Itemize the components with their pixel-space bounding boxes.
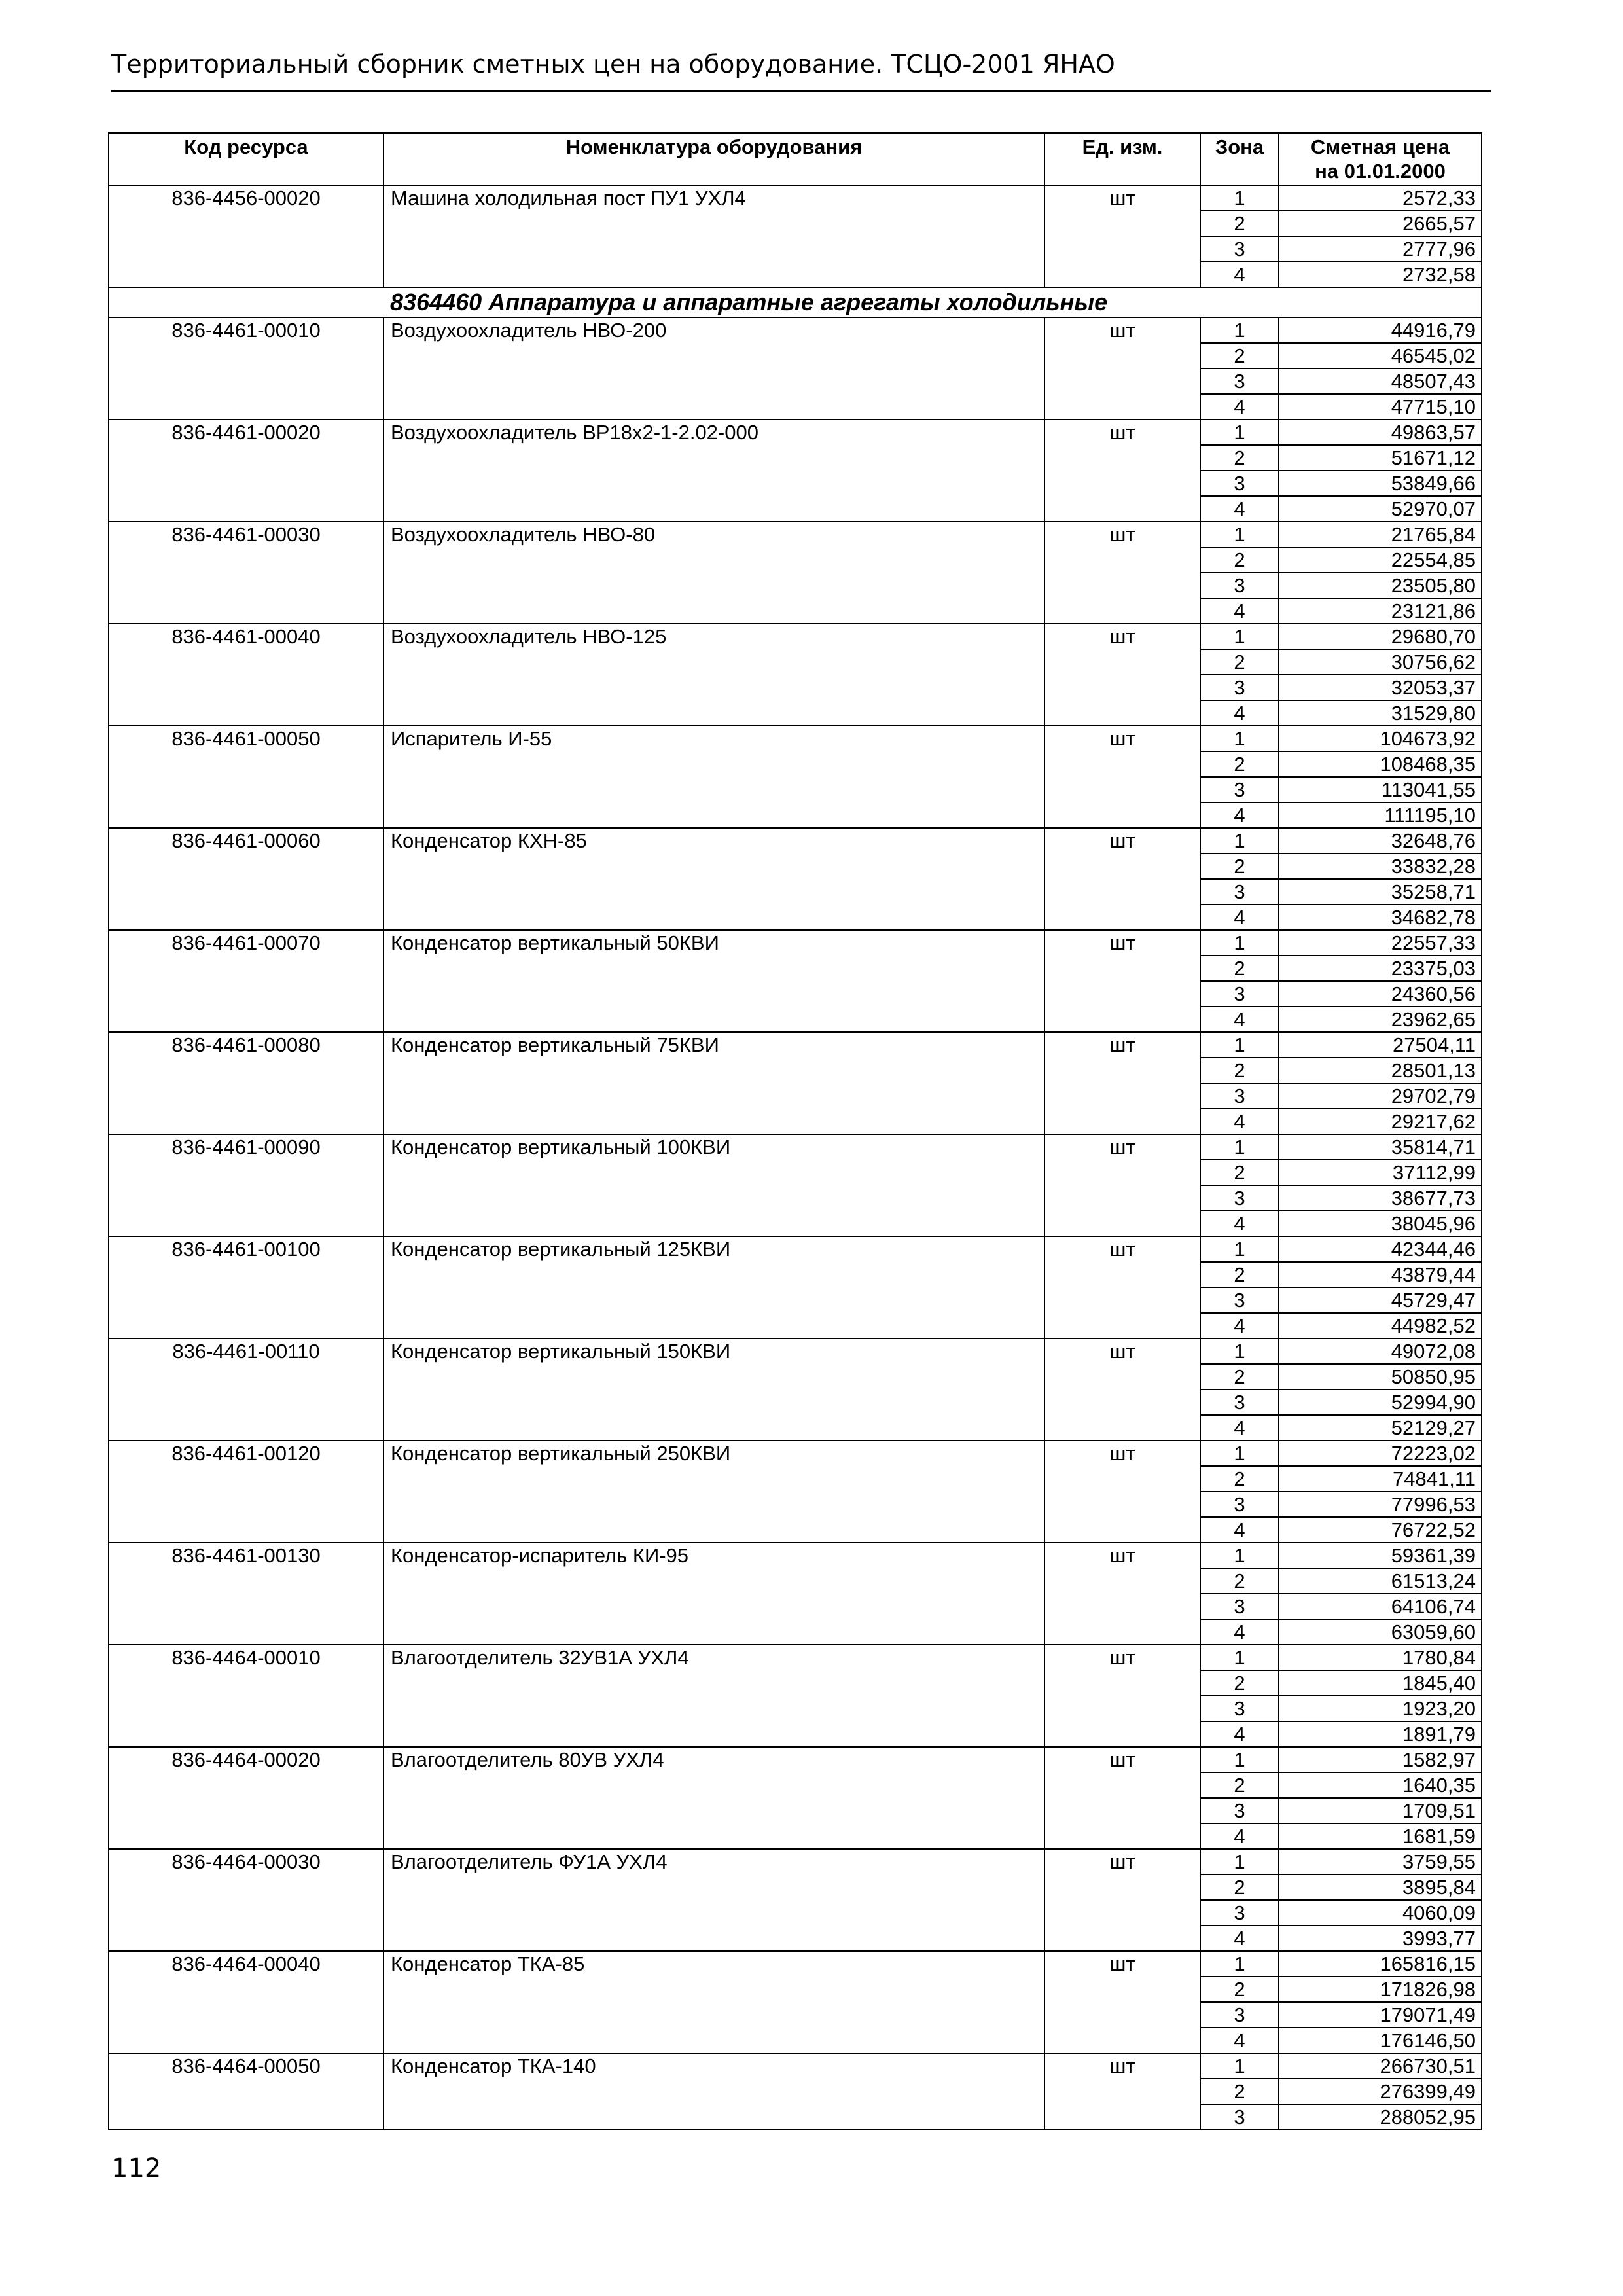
resource-code: 836-4461-00130 <box>109 1543 383 1645</box>
table-row <box>109 1543 1482 1568</box>
zone-cell: 4 <box>1200 2028 1279 2053</box>
table-row <box>109 2053 1482 2079</box>
zone-cell: 2 <box>1200 956 1279 981</box>
price-cell: 61513,24 <box>1279 1568 1482 1594</box>
resource-code: 836-4464-00020 <box>109 1747 383 1849</box>
price-cell: 44916,79 <box>1279 317 1482 343</box>
price-cell: 3759,55 <box>1279 1849 1482 1874</box>
table-header-row <box>109 133 1482 185</box>
equipment-name: Влагоотделитель 80УВ УХЛ4 <box>383 1747 1044 1849</box>
table-body <box>109 185 1482 2130</box>
zone-cell: 2 <box>1200 1568 1279 1594</box>
zone-cell: 2 <box>1200 1058 1279 1083</box>
price-cell: 28501,13 <box>1279 1058 1482 1083</box>
unit-cell: шт <box>1044 1441 1200 1543</box>
table-row <box>109 1951 1482 1977</box>
unit-cell: шт <box>1044 2053 1200 2130</box>
table-row <box>109 726 1482 751</box>
unit-cell: шт <box>1044 420 1200 522</box>
table-row <box>109 828 1482 853</box>
price-cell: 3895,84 <box>1279 1874 1482 1900</box>
unit-cell: шт <box>1044 1134 1200 1236</box>
zone-cell: 1 <box>1200 522 1279 547</box>
zone-cell: 1 <box>1200 1543 1279 1568</box>
price-cell: 1923,20 <box>1279 1696 1482 1721</box>
price-cell: 29702,79 <box>1279 1083 1482 1109</box>
equipment-name: Конденсатор вертикальный 125КВИ <box>383 1236 1044 1338</box>
zone-cell: 3 <box>1200 675 1279 700</box>
zone-cell: 4 <box>1200 1415 1279 1441</box>
table-row <box>109 317 1482 343</box>
column-header-price <box>1279 133 1482 185</box>
zone-cell: 1 <box>1200 1645 1279 1670</box>
table-row <box>109 1134 1482 1160</box>
zone-cell: 1 <box>1200 930 1279 956</box>
price-cell: 23375,03 <box>1279 956 1482 981</box>
price-cell: 4060,09 <box>1279 1900 1482 1926</box>
table-row <box>109 1236 1482 1262</box>
zone-cell: 3 <box>1200 777 1279 802</box>
price-cell: 53849,66 <box>1279 471 1482 496</box>
resource-code: 836-4464-00030 <box>109 1849 383 1951</box>
price-cell: 266730,51 <box>1279 2053 1482 2079</box>
equipment-name: Конденсатор ТКА-85 <box>383 1951 1044 2053</box>
price-table <box>108 132 1482 2130</box>
price-cell: 1891,79 <box>1279 1721 1482 1747</box>
zone-cell: 3 <box>1200 981 1279 1007</box>
price-cell: 50850,95 <box>1279 1364 1482 1390</box>
zone-cell: 3 <box>1200 1798 1279 1823</box>
price-cell: 51671,12 <box>1279 445 1482 471</box>
zone-cell: 4 <box>1200 394 1279 420</box>
equipment-name: Воздухоохладитель НВО-200 <box>383 317 1044 420</box>
price-cell: 47715,10 <box>1279 394 1482 420</box>
unit-cell: шт <box>1044 1032 1200 1134</box>
zone-cell: 3 <box>1200 2104 1279 2130</box>
unit-cell: шт <box>1044 317 1200 420</box>
unit-cell: шт <box>1044 1338 1200 1441</box>
price-cell: 29217,62 <box>1279 1109 1482 1134</box>
price-cell: 2572,33 <box>1279 185 1482 211</box>
price-cell: 38677,73 <box>1279 1185 1482 1211</box>
page-number: 112 <box>111 2153 162 2183</box>
resource-code: 836-4461-00040 <box>109 624 383 726</box>
zone-cell: 3 <box>1200 471 1279 496</box>
price-cell: 27504,11 <box>1279 1032 1482 1058</box>
price-cell: 21765,84 <box>1279 522 1482 547</box>
unit-cell: шт <box>1044 1236 1200 1338</box>
price-cell: 2777,96 <box>1279 236 1482 262</box>
zone-cell: 1 <box>1200 1849 1279 1874</box>
price-cell: 29680,70 <box>1279 624 1482 649</box>
resource-code: 836-4456-00020 <box>109 185 383 287</box>
zone-cell: 2 <box>1200 1772 1279 1798</box>
zone-cell: 2 <box>1200 343 1279 368</box>
zone-cell: 4 <box>1200 1007 1279 1032</box>
resource-code: 836-4461-00070 <box>109 930 383 1032</box>
page-header <box>111 45 1491 92</box>
zone-cell: 3 <box>1200 1900 1279 1926</box>
table-row <box>109 522 1482 547</box>
zone-cell: 1 <box>1200 2053 1279 2079</box>
zone-cell: 4 <box>1200 262 1279 287</box>
resource-code: 836-4461-00030 <box>109 522 383 624</box>
zone-cell: 1 <box>1200 624 1279 649</box>
price-cell: 59361,39 <box>1279 1543 1482 1568</box>
price-cell: 32648,76 <box>1279 828 1482 853</box>
column-header-price-line1: Сметная цена <box>1310 135 1450 158</box>
price-cell: 3993,77 <box>1279 1926 1482 1951</box>
equipment-name: Конденсатор вертикальный 100КВИ <box>383 1134 1044 1236</box>
unit-cell: шт <box>1044 1645 1200 1747</box>
zone-cell: 4 <box>1200 496 1279 522</box>
resource-code: 836-4461-00010 <box>109 317 383 420</box>
price-cell: 111195,10 <box>1279 802 1482 828</box>
unit-cell: шт <box>1044 930 1200 1032</box>
table-row <box>109 1338 1482 1364</box>
resource-code: 836-4464-00050 <box>109 2053 383 2130</box>
zone-cell: 3 <box>1200 2002 1279 2028</box>
price-cell: 42344,46 <box>1279 1236 1482 1262</box>
zone-cell: 2 <box>1200 2079 1279 2104</box>
price-cell: 49863,57 <box>1279 420 1482 445</box>
zone-cell: 4 <box>1200 905 1279 930</box>
resource-code: 836-4461-00100 <box>109 1236 383 1338</box>
zone-cell: 1 <box>1200 828 1279 853</box>
zone-cell: 4 <box>1200 1517 1279 1543</box>
price-cell: 23962,65 <box>1279 1007 1482 1032</box>
price-cell: 76722,52 <box>1279 1517 1482 1543</box>
zone-cell: 3 <box>1200 1287 1279 1313</box>
zone-cell: 2 <box>1200 1874 1279 1900</box>
zone-cell: 1 <box>1200 1134 1279 1160</box>
price-cell: 45729,47 <box>1279 1287 1482 1313</box>
price-cell: 35258,71 <box>1279 879 1482 905</box>
unit-cell: шт <box>1044 1543 1200 1645</box>
price-cell: 52970,07 <box>1279 496 1482 522</box>
price-cell: 113041,55 <box>1279 777 1482 802</box>
zone-cell: 1 <box>1200 1032 1279 1058</box>
price-cell: 72223,02 <box>1279 1441 1482 1466</box>
table-row <box>109 420 1482 445</box>
zone-cell: 3 <box>1200 368 1279 394</box>
resource-code: 836-4464-00010 <box>109 1645 383 1747</box>
price-cell: 165816,15 <box>1279 1951 1482 1977</box>
resource-code: 836-4461-00120 <box>109 1441 383 1543</box>
zone-cell: 3 <box>1200 879 1279 905</box>
section-title: 8364460 Аппаратура и аппаратные агрегаты холодильные <box>383 287 1482 317</box>
zone-cell: 1 <box>1200 1747 1279 1772</box>
table-row <box>109 1441 1482 1466</box>
zone-cell: 3 <box>1200 1185 1279 1211</box>
zone-cell: 4 <box>1200 1313 1279 1338</box>
equipment-name: Влагоотделитель 32УВ1А УХЛ4 <box>383 1645 1044 1747</box>
unit-cell: шт <box>1044 828 1200 930</box>
unit-cell: шт <box>1044 1849 1200 1951</box>
zone-cell: 3 <box>1200 236 1279 262</box>
zone-cell: 3 <box>1200 1492 1279 1517</box>
equipment-name: Конденсатор вертикальный 150КВИ <box>383 1338 1044 1441</box>
table-row <box>109 1747 1482 1772</box>
zone-cell: 2 <box>1200 547 1279 573</box>
zone-cell: 4 <box>1200 1619 1279 1645</box>
zone-cell: 2 <box>1200 1160 1279 1185</box>
zone-cell: 2 <box>1200 1364 1279 1390</box>
price-cell: 2732,58 <box>1279 262 1482 287</box>
zone-cell: 2 <box>1200 1262 1279 1287</box>
price-cell: 64106,74 <box>1279 1594 1482 1619</box>
equipment-name: Конденсатор вертикальный 50КВИ <box>383 930 1044 1032</box>
zone-cell: 1 <box>1200 420 1279 445</box>
price-cell: 32053,37 <box>1279 675 1482 700</box>
price-cell: 171826,98 <box>1279 1977 1482 2002</box>
zone-cell: 2 <box>1200 1466 1279 1492</box>
unit-cell: шт <box>1044 726 1200 828</box>
price-cell: 23121,86 <box>1279 598 1482 624</box>
price-cell: 33832,28 <box>1279 853 1482 879</box>
price-cell: 52994,90 <box>1279 1390 1482 1415</box>
section-row <box>109 287 1482 317</box>
equipment-name: Машина холодильная пост ПУ1 УХЛ4 <box>383 185 1044 287</box>
zone-cell: 3 <box>1200 1083 1279 1109</box>
resource-code: 836-4464-00040 <box>109 1951 383 2053</box>
zone-cell: 2 <box>1200 445 1279 471</box>
price-cell: 1582,97 <box>1279 1747 1482 1772</box>
column-header-price-line2: на 01.01.2000 <box>1315 160 1446 183</box>
price-cell: 108468,35 <box>1279 751 1482 777</box>
table-row <box>109 1849 1482 1874</box>
price-cell: 2665,57 <box>1279 211 1482 236</box>
resource-code: 836-4461-00020 <box>109 420 383 522</box>
price-cell: 179071,49 <box>1279 2002 1482 2028</box>
price-cell: 22557,33 <box>1279 930 1482 956</box>
price-cell: 1640,35 <box>1279 1772 1482 1798</box>
price-cell: 22554,85 <box>1279 547 1482 573</box>
table-row <box>109 930 1482 956</box>
unit-cell: шт <box>1044 185 1200 287</box>
table-row <box>109 1645 1482 1670</box>
column-header-unit: Ед. изм. <box>1044 133 1200 185</box>
section-spacer <box>109 287 383 317</box>
equipment-name: Испаритель И-55 <box>383 726 1044 828</box>
equipment-name: Воздухоохладитель НВО-125 <box>383 624 1044 726</box>
zone-cell: 3 <box>1200 1390 1279 1415</box>
zone-cell: 3 <box>1200 573 1279 598</box>
price-cell: 1681,59 <box>1279 1823 1482 1849</box>
zone-cell: 2 <box>1200 751 1279 777</box>
zone-cell: 1 <box>1200 726 1279 751</box>
resource-code: 836-4461-00110 <box>109 1338 383 1441</box>
price-cell: 35814,71 <box>1279 1134 1482 1160</box>
zone-cell: 2 <box>1200 211 1279 236</box>
table-row <box>109 624 1482 649</box>
zone-cell: 2 <box>1200 649 1279 675</box>
column-header-zone: Зона <box>1200 133 1279 185</box>
zone-cell: 1 <box>1200 1338 1279 1364</box>
unit-cell: шт <box>1044 624 1200 726</box>
equipment-name: Конденсатор КХН-85 <box>383 828 1044 930</box>
price-cell: 48507,43 <box>1279 368 1482 394</box>
price-cell: 1780,84 <box>1279 1645 1482 1670</box>
price-cell: 176146,50 <box>1279 2028 1482 2053</box>
zone-cell: 4 <box>1200 1211 1279 1236</box>
zone-cell: 4 <box>1200 1109 1279 1134</box>
zone-cell: 1 <box>1200 1236 1279 1262</box>
price-cell: 37112,99 <box>1279 1160 1482 1185</box>
price-cell: 46545,02 <box>1279 343 1482 368</box>
zone-cell: 1 <box>1200 1951 1279 1977</box>
equipment-name: Влагоотделитель ФУ1А УХЛ4 <box>383 1849 1044 1951</box>
equipment-name: Конденсатор вертикальный 75КВИ <box>383 1032 1044 1134</box>
page-title: Территориальный сборник сметных цен на оборудование. ТСЦО-2001 ЯНАО <box>111 50 1115 79</box>
price-cell: 276399,49 <box>1279 2079 1482 2104</box>
zone-cell: 4 <box>1200 1926 1279 1951</box>
zone-cell: 1 <box>1200 185 1279 211</box>
unit-cell: шт <box>1044 522 1200 624</box>
resource-code: 836-4461-00060 <box>109 828 383 930</box>
price-cell: 38045,96 <box>1279 1211 1482 1236</box>
price-cell: 31529,80 <box>1279 700 1482 726</box>
price-cell: 30756,62 <box>1279 649 1482 675</box>
column-header-name: Номенклатура оборудования <box>383 133 1044 185</box>
unit-cell: шт <box>1044 1951 1200 2053</box>
price-cell: 34682,78 <box>1279 905 1482 930</box>
zone-cell: 1 <box>1200 1441 1279 1466</box>
price-cell: 77996,53 <box>1279 1492 1482 1517</box>
zone-cell: 2 <box>1200 1977 1279 2002</box>
zone-cell: 4 <box>1200 1823 1279 1849</box>
zone-cell: 4 <box>1200 700 1279 726</box>
resource-code: 836-4461-00050 <box>109 726 383 828</box>
equipment-name: Конденсатор ТКА-140 <box>383 2053 1044 2130</box>
zone-cell: 3 <box>1200 1594 1279 1619</box>
price-cell: 63059,60 <box>1279 1619 1482 1645</box>
zone-cell: 4 <box>1200 598 1279 624</box>
price-cell: 52129,27 <box>1279 1415 1482 1441</box>
price-cell: 1709,51 <box>1279 1798 1482 1823</box>
equipment-name: Конденсатор-испаритель КИ-95 <box>383 1543 1044 1645</box>
zone-cell: 2 <box>1200 853 1279 879</box>
equipment-name: Воздухоохладитель ВР18х2-1-2.02-000 <box>383 420 1044 522</box>
equipment-name: Воздухоохладитель НВО-80 <box>383 522 1044 624</box>
price-cell: 44982,52 <box>1279 1313 1482 1338</box>
zone-cell: 2 <box>1200 1670 1279 1696</box>
price-cell: 43879,44 <box>1279 1262 1482 1287</box>
equipment-name: Конденсатор вертикальный 250КВИ <box>383 1441 1044 1543</box>
price-cell: 288052,95 <box>1279 2104 1482 2130</box>
price-cell: 1845,40 <box>1279 1670 1482 1696</box>
unit-cell: шт <box>1044 1747 1200 1849</box>
zone-cell: 1 <box>1200 317 1279 343</box>
resource-code: 836-4461-00090 <box>109 1134 383 1236</box>
price-cell: 104673,92 <box>1279 726 1482 751</box>
resource-code: 836-4461-00080 <box>109 1032 383 1134</box>
zone-cell: 4 <box>1200 802 1279 828</box>
price-cell: 23505,80 <box>1279 573 1482 598</box>
table-row <box>109 1032 1482 1058</box>
zone-cell: 3 <box>1200 1696 1279 1721</box>
zone-cell: 4 <box>1200 1721 1279 1747</box>
price-cell: 49072,08 <box>1279 1338 1482 1364</box>
price-cell: 74841,11 <box>1279 1466 1482 1492</box>
price-cell: 24360,56 <box>1279 981 1482 1007</box>
column-header-code: Код ресурса <box>109 133 383 185</box>
table-row <box>109 185 1482 211</box>
